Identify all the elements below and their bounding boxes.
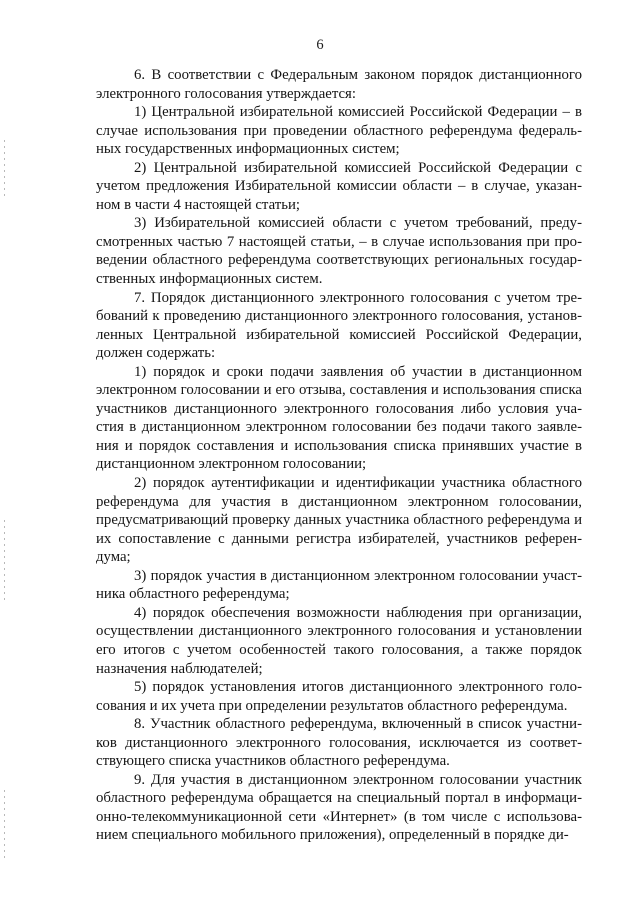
page-number: 6 [316, 37, 324, 53]
scan-edge-mark [4, 140, 5, 200]
paragraph-item-8: 8. Участник областного референдума, включенный в список участников дистанционного электронного голосования, исключается из соответствующего списка участников областного референдума. [96, 716, 582, 770]
paragraph-subitem-7-5: 5) порядок установления итогов дистанционного электронного голосования и их учета при определении результатов областного референдума. [96, 679, 582, 714]
paragraph-item-9: 9. Для участия в дистанционном электронном голосовании участник областного референдума обращается на специальный портал в информационно-телекоммуникационной сети «Интернет» (в том числе с использованием специального мобильного приложения), определенный в порядке ди- [96, 771, 582, 844]
paragraph-item-7: 7. Порядок дистанционного электронного голосования с учетом требований к проведению дистанционного электронного голосования, установленных Центральной избирательной комиссией Российской Федерации, должен содержать: [96, 289, 582, 362]
paragraph-subitem-6-1: 1) Центральной избирательной комиссией Российской Федерации – в случае использования при проведении областного референдума федеральных государственных информационных систем; [96, 104, 582, 158]
document-body [96, 66, 582, 845]
scan-edge-mark [4, 520, 5, 600]
paragraph-subitem-7-1: 1) порядок и сроки подачи заявления об участии в дистанционном электронном голосовании и его отзыва, составления и использования списка участников дистанционного электронного голосования либо условия участия в дистанционном электронном голосовании без подачи такого заявления и порядок составления и использования списка принявших участие в дистанционном электронном голосовании; [96, 363, 582, 473]
paragraph-subitem-7-3: 3) порядок участия в дистанционном электронном голосовании участника областного референдума; [96, 567, 582, 603]
paragraph-subitem-7-4: 4) порядок обеспечения возможности наблюдения при организации, осуществлении дистанционного электронного голосования и установлении его итогов с учетом особенностей такого голосования, а также порядок назначения наблюдателей; [96, 604, 582, 677]
scan-edge-mark [4, 790, 5, 860]
paragraph-subitem-6-3: 3) Избирательной комиссией области с учетом требований, предусмотренных частью 7 настоящей статьи, – в случае использования при проведении областного референдума соответствующих региональных государственных информационных систем. [96, 215, 582, 288]
paragraph-subitem-6-2: 2) Центральной избирательной комиссией Российской Федерации с учетом предложения Избирательной комиссии области – в случае, указанном в части 4 настоящей статьи; [96, 159, 582, 213]
paragraph-item-6: 6. В соответствии с Федеральным законом порядок дистанционного электронного голосования утверждается: [96, 67, 582, 102]
paragraph-subitem-7-2: 2) порядок аутентификации и идентификации участника областного референдума для участия в дистанционном электронном голосовании, предусматривающий проверку данных участника областного референдума и их сопоставление с данными регистра избирателей, участников референдума; [96, 475, 582, 566]
